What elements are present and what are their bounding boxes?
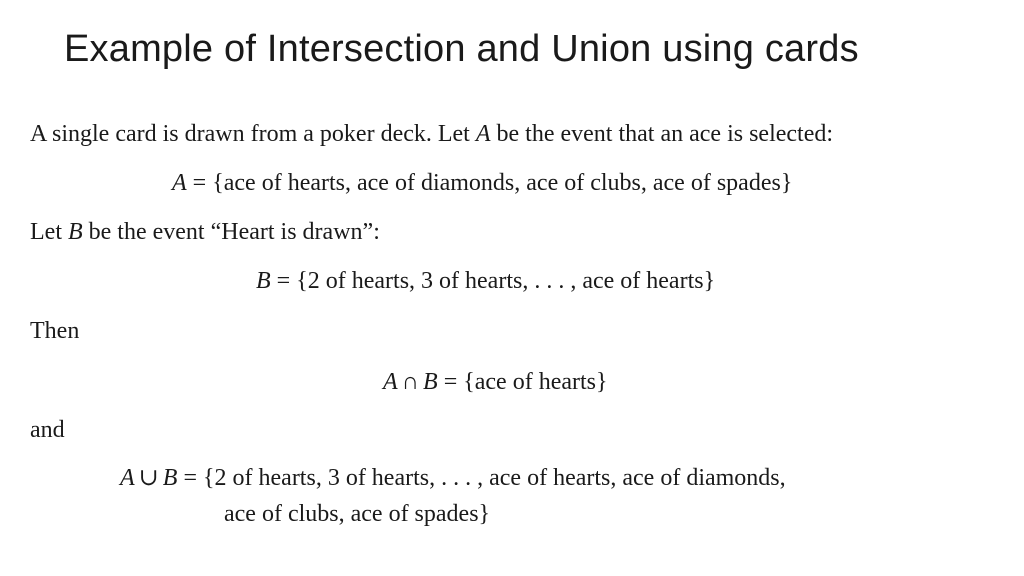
let-b-sentence	[30, 220, 380, 244]
set-a-rhs: {ace of hearts, ace of diamonds, ace of clubs, ace of spades}	[212, 170, 793, 196]
let-b-pre: Let	[30, 219, 68, 245]
intersection-symbol: ∩	[401, 369, 420, 395]
union-equation-line2: ace of clubs, ace of spades}	[224, 501, 491, 527]
intro-pre: A single card is drawn from a poker deck. Let	[30, 121, 476, 147]
then-label: Then	[30, 318, 80, 344]
union-eq: =	[183, 465, 203, 491]
intro-sentence	[30, 122, 833, 146]
intersection-eq: =	[443, 369, 464, 395]
intersection-equation	[383, 370, 608, 394]
let-b-post: be the event “Heart is drawn”:	[82, 219, 380, 245]
union-symbol: ∪	[138, 465, 159, 491]
and-label: and	[30, 417, 65, 443]
intersection-var-b: B	[423, 369, 438, 395]
union-var-a: A	[120, 465, 135, 491]
intro-var-a: A	[475, 121, 491, 147]
union-rhs-line1: {2 of hearts, 3 of hearts, . . . , ace of hearts, ace of diamonds,	[203, 465, 786, 491]
set-b-definition	[256, 269, 715, 293]
slide-title: Example of Intersection and Union using cards	[64, 28, 859, 70]
set-b-eq: =	[276, 268, 297, 294]
union-var-b: B	[162, 465, 178, 491]
union-equation-line1	[120, 466, 786, 490]
intro-post: be the event that an ace is selected:	[490, 121, 834, 147]
set-a-definition	[172, 171, 792, 195]
set-a-var: A	[172, 170, 187, 196]
intersection-var-a: A	[383, 369, 398, 395]
set-b-rhs: {2 of hearts, 3 of hearts, . . . , ace of hearts}	[296, 268, 716, 294]
intersection-rhs: {ace of hearts}	[463, 369, 608, 395]
set-a-eq: =	[192, 170, 213, 196]
set-b-var: B	[256, 268, 271, 294]
let-b-var: B	[67, 219, 83, 245]
